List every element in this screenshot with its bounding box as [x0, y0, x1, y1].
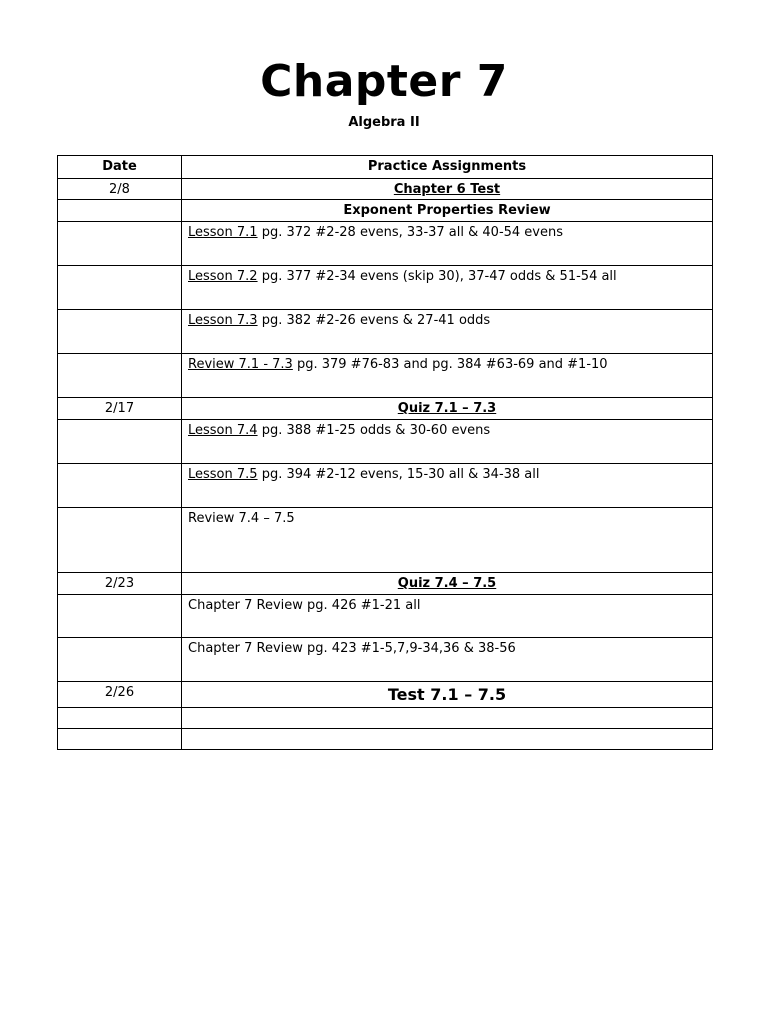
assignment-cell	[182, 179, 713, 200]
lesson-link: Lesson 7.3	[188, 313, 258, 328]
assignment-text: pg. 394 #2-12 evens, 15-30 all & 34-38 all	[257, 467, 540, 482]
assignment-cell	[182, 354, 713, 398]
date-cell	[58, 354, 182, 398]
lesson-link: Lesson 7.1	[188, 225, 258, 240]
date-cell	[58, 638, 182, 682]
date-cell	[58, 200, 182, 222]
date-cell	[58, 595, 182, 638]
assignment-cell	[182, 398, 713, 420]
date-cell	[58, 708, 182, 729]
review-link: Review 7.1 - 7.3	[188, 357, 293, 372]
lesson-link: Lesson 7.5	[188, 467, 258, 482]
page-title: Chapter 7	[260, 56, 508, 107]
table-row	[58, 310, 713, 354]
date-cell	[58, 222, 182, 266]
date-cell	[58, 464, 182, 508]
date-cell: 2/17	[58, 398, 182, 420]
assignment-text: pg. 372 #2-28 evens, 33-37 all & 40-54 evens	[257, 225, 564, 240]
assignment-text: pg. 382 #2-26 evens & 27-41 odds	[257, 313, 491, 328]
lesson-link: Lesson 7.2	[188, 269, 258, 284]
assignment-cell: Review 7.4 – 7.5	[182, 508, 713, 573]
assignment-cell	[182, 729, 713, 750]
table-row	[58, 398, 713, 420]
table-row	[58, 708, 713, 729]
assignment-cell	[182, 266, 713, 310]
assignment-cell: Chapter 7 Review pg. 426 #1-21 all	[182, 595, 713, 638]
table-row	[58, 354, 713, 398]
test-label: Chapter 6 Test	[393, 182, 501, 197]
table-row	[58, 638, 713, 682]
assignment-cell	[182, 310, 713, 354]
quiz-label: Quiz 7.4 – 7.5	[397, 576, 497, 591]
table-row	[58, 508, 713, 573]
date-cell	[58, 266, 182, 310]
table-row	[58, 573, 713, 595]
page-subtitle: Algebra II	[348, 115, 420, 130]
assignment-cell: Test 7.1 – 7.5	[182, 682, 713, 708]
date-cell: 2/26	[58, 682, 182, 708]
table-row	[58, 200, 713, 222]
quiz-label: Quiz 7.1 – 7.3	[397, 401, 497, 416]
date-cell	[58, 508, 182, 573]
date-cell: 2/23	[58, 573, 182, 595]
table-row	[58, 266, 713, 310]
table-row	[58, 420, 713, 464]
table-row	[58, 222, 713, 266]
assignment-cell	[182, 420, 713, 464]
lesson-link: Lesson 7.4	[188, 423, 258, 438]
assignment-cell	[182, 222, 713, 266]
assignment-table	[57, 155, 713, 750]
table-row	[58, 595, 713, 638]
table-row	[58, 464, 713, 508]
table-row	[58, 682, 713, 708]
date-cell	[58, 729, 182, 750]
assignment-cell	[182, 573, 713, 595]
date-cell: 2/8	[58, 179, 182, 200]
table-row	[58, 179, 713, 200]
assignment-cell: Chapter 7 Review pg. 423 #1-5,7,9-34,36 & 38-56	[182, 638, 713, 682]
assignment-cell: Exponent Properties Review	[182, 200, 713, 222]
table-header-row	[58, 156, 713, 179]
assignment-cell	[182, 464, 713, 508]
assignment-cell	[182, 708, 713, 729]
date-column-header: Date	[58, 156, 182, 179]
assignment-text: pg. 388 #1-25 odds & 30-60 evens	[257, 423, 491, 438]
table-row	[58, 729, 713, 750]
assignment-text: pg. 377 #2-34 evens (skip 30), 37-47 odds & 51-54 all	[257, 269, 617, 284]
date-cell	[58, 420, 182, 464]
date-cell	[58, 310, 182, 354]
assignment-text: pg. 379 #76-83 and pg. 384 #63-69 and #1-10	[292, 357, 608, 372]
assignments-column-header: Practice Assignments	[182, 156, 713, 179]
